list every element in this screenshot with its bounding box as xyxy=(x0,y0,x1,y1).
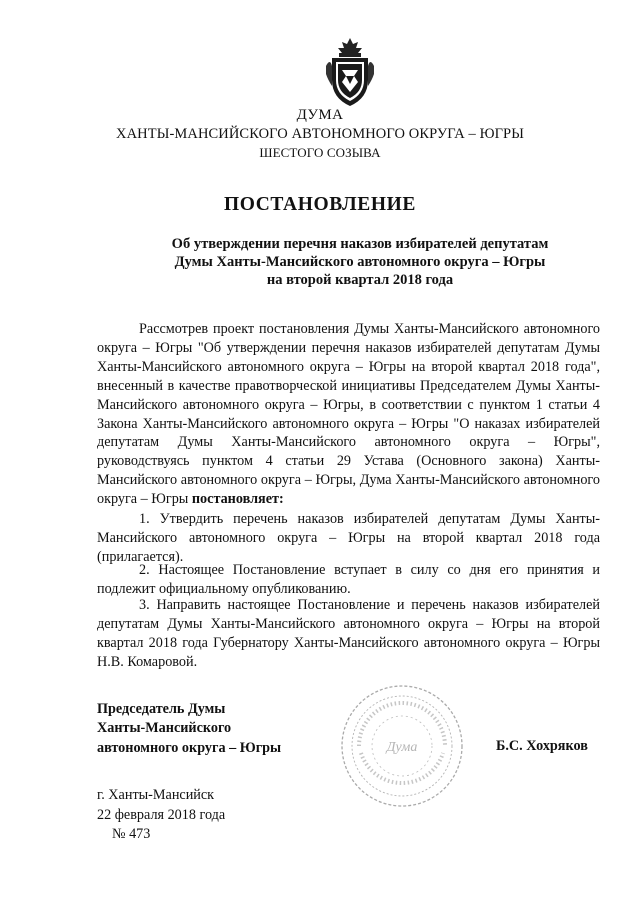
round-seal-icon xyxy=(339,683,465,809)
preamble-paragraph xyxy=(97,320,600,509)
resolution-item: 2. Настоящее Постановление вступает в силу со дня его принятия и подлежит официальному опубликованию. xyxy=(97,562,600,597)
document-number: № 473 xyxy=(112,826,151,842)
place-of-issue: г. Ханты-Мансийск xyxy=(97,787,215,803)
document-subject xyxy=(80,235,640,289)
resolution-item: 1. Утвердить перечень наказов избирателей депутатам Думы Ханты-Мансийского автономного округа – Югры на второй квартал 2018 года (прилагается). xyxy=(97,511,600,565)
document-footer xyxy=(97,786,225,845)
resolves-keyword: постановляет: xyxy=(191,491,284,508)
org-name-line-1: ДУМА xyxy=(296,107,344,123)
issue-date: 22 февраля 2018 года xyxy=(97,806,226,823)
signatory-position-line: автономного округа – Югры xyxy=(97,739,282,756)
stamp-text: Дума xyxy=(386,740,418,755)
subject-line: на второй квартал 2018 года xyxy=(266,272,454,288)
signatory-name: Б.С. Хохряков xyxy=(496,738,588,754)
preamble-text: Рассмотрев проект постановления Думы Ханты-Мансийского автономного округа – Югры "Об утверждении перечня наказов избирателей депутатам Думы Ханты-Мансийского автономного округа – Югры на второй квартал 2018 года", внесенный в качестве правотворческой инициативы Председателем Думы Ханты-Мансийского автономного округа – Югры, в соответствии с пунктом 1 статьи 4 Закона Ханты-Мансийского автономного округа – Югры "О наказах избирателей депутатам Думы Ханты-Мансийского автономного округа – Югры", руководствуясь пунктом 4 статьи 29 Устава (Основного закона) Ханты-Мансийского автономного округа – Югры, Дума Ханты-Мансийского автономного округа – Югры xyxy=(97,321,600,508)
coat-of-arms-icon xyxy=(324,36,376,108)
signatory-position-line: Ханты-Мансийского xyxy=(97,720,232,737)
signatory-position-line: Председатель Думы xyxy=(97,701,226,717)
subject-line: Об утверждении перечня наказов избирателей депутатам xyxy=(171,236,549,252)
resolution-item: 3. Направить настоящее Постановление и перечень наказов избирателей депутатам Думы Ханты-Мансийского автономного округа – Югры на второй квартал 2018 года Губернатору Ханты-Мансийского автономного округа – Югры Н.В. Комаровой. xyxy=(97,597,600,670)
signatory-position xyxy=(97,700,281,758)
org-convocation: ШЕСТОГО СОЗЫВА xyxy=(259,145,381,160)
org-name-line-2: ХАНТЫ-МАНСИЙСКОГО АВТОНОМНОГО ОКРУГА – ЮГРЫ xyxy=(116,126,524,142)
subject-line: Думы Ханты-Мансийского автономного округа – Югры xyxy=(174,254,546,270)
document-title: ПОСТАНОВЛЕНИЕ xyxy=(223,194,417,215)
